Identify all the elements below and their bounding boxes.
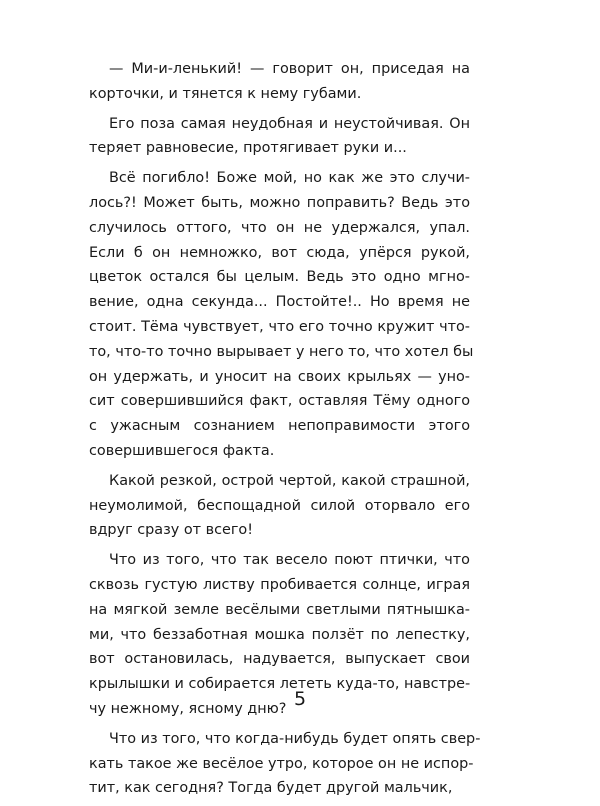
text-line: Если б он немножко, вот сюда, упёрся рукой, (89, 244, 470, 261)
text-line: ми, что беззаботная мошка ползёт по лепестку, (89, 626, 470, 643)
paragraph (89, 57, 470, 107)
text-line: теряет равновесие, протягивает руки и... (89, 140, 407, 157)
text-line: то, что-то точно вырывает у него то, что хотел бы (89, 343, 474, 360)
page-number: 5 (293, 688, 307, 710)
text-line: на мягкой земле весёлыми светлыми пятнышка- (89, 601, 470, 618)
text-line: вдруг сразу от всего! (89, 522, 253, 539)
text-line: лось?! Может быть, можно поправить? Ведь это (89, 194, 470, 211)
text-line: вот остановилась, надувается, выпускает свои (89, 651, 470, 668)
paragraph (89, 727, 481, 801)
text-line: кать такое же весёлое утро, которое он не испор- (89, 755, 474, 772)
text-line: совершившегося факта. (89, 442, 275, 459)
text-line: — Ми-и-ленький! — говорит он, приседая на (109, 61, 470, 77)
text-line: сквозь густую листву пробивается солнце, играя (89, 576, 470, 593)
text-line: сит совершившийся факт, оставляя Тёму одного (89, 393, 470, 410)
text-line: случилось оттого, что он не удержался, упал. (89, 219, 470, 236)
text-line: Что из того, что когда-нибудь будет опять свер- (109, 730, 481, 747)
paragraph (89, 112, 470, 162)
text-line: он удержать, и уносит на своих крыльях — уно- (89, 368, 470, 385)
text-line: вение, одна секунда... Постойте!.. Но время не (89, 294, 470, 311)
paragraph (89, 166, 474, 464)
text-line: Всё погибло! Боже мой, но как же это случи- (109, 170, 470, 187)
paragraph (89, 469, 470, 543)
text-line: цветок остался бы целым. Ведь это одно мгно- (89, 269, 470, 286)
text-line: корточки, и тянется к нему губами. (89, 85, 362, 102)
text-line: Что из того, что так весело поют птички, что (109, 552, 470, 569)
text-line: неумолимой, беспощадной силой оторвало его (89, 497, 470, 514)
text-line: Какой резкой, острой чертой, какой страшной, (109, 472, 470, 489)
text-line: Его поза самая неудобная и неустойчивая. Он (109, 115, 470, 132)
text-line: с ужасным сознанием непоправимости этого (89, 418, 470, 435)
text-line: чу нежному, ясному дню? (89, 700, 287, 717)
text-line: крылышки и собирается лететь куда-то, навстре- (89, 676, 471, 693)
text-line: тит, как сегодня? Тогда будет другой мальчик, (89, 780, 453, 797)
text-line: стоит. Тёма чувствует, что его точно кружит что- (89, 318, 470, 335)
